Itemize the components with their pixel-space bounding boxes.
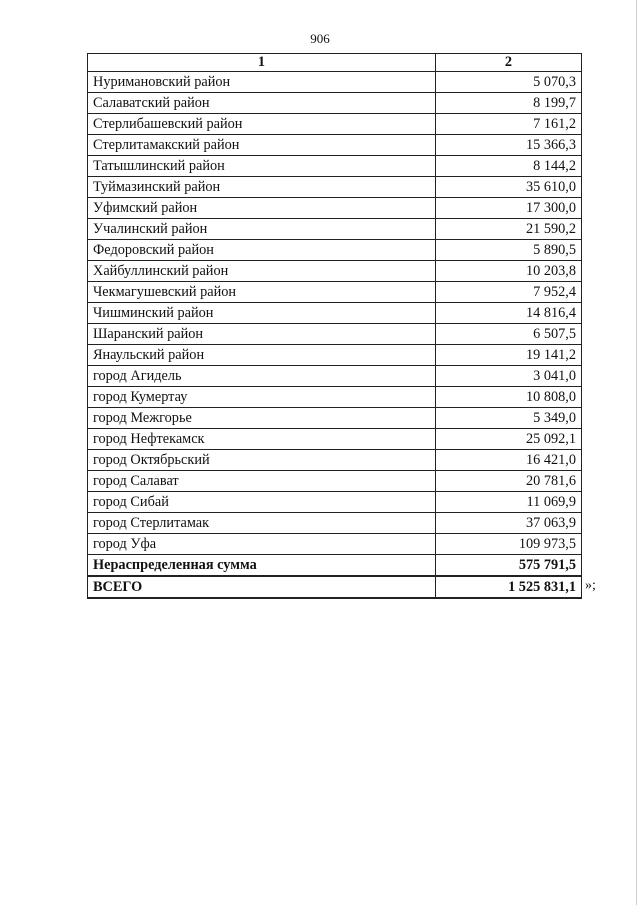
- closing-quote-mark: »;: [585, 578, 596, 593]
- amount-cell: 5 890,5: [436, 240, 582, 261]
- table-row: [88, 303, 582, 324]
- region-name-cell: город Сибай: [88, 492, 436, 513]
- amount-cell: 3 041,0: [436, 366, 582, 387]
- table-row: [88, 429, 582, 450]
- table-row: [88, 219, 582, 240]
- table-row: [88, 156, 582, 177]
- region-name-cell: город Межгорье: [88, 408, 436, 429]
- distribution-table-container: [87, 53, 581, 599]
- amount-cell: 20 781,6: [436, 471, 582, 492]
- amount-cell: 8 144,2: [436, 156, 582, 177]
- table-row: [88, 492, 582, 513]
- region-name-cell: Чекмагушевский район: [88, 282, 436, 303]
- region-name-cell: Учалинский район: [88, 219, 436, 240]
- amount-cell: 109 973,5: [436, 534, 582, 555]
- table-row: [88, 72, 582, 93]
- table-row: [88, 513, 582, 534]
- table-row: [88, 387, 582, 408]
- amount-cell: 7 952,4: [436, 282, 582, 303]
- table-row: [88, 198, 582, 219]
- column-header-1: 1: [88, 54, 436, 72]
- table-row: [88, 408, 582, 429]
- table-row: [88, 450, 582, 471]
- distribution-table: [87, 53, 582, 599]
- region-name-cell: Янаульский район: [88, 345, 436, 366]
- region-name-cell: Чишминский район: [88, 303, 436, 324]
- amount-cell: 25 092,1: [436, 429, 582, 450]
- amount-cell: 17 300,0: [436, 198, 582, 219]
- total-row-label: ВСЕГО: [88, 576, 436, 598]
- table-body: [88, 72, 582, 599]
- region-name-cell: Федоровский район: [88, 240, 436, 261]
- region-name-cell: Туймазинский район: [88, 177, 436, 198]
- page-edge-line: [636, 0, 637, 905]
- table-row: [88, 93, 582, 114]
- amount-cell: 10 203,8: [436, 261, 582, 282]
- region-name-cell: Стерлитамакский район: [88, 135, 436, 156]
- region-name-cell: город Нефтекамск: [88, 429, 436, 450]
- table-row: [88, 534, 582, 555]
- region-name-cell: город Октябрьский: [88, 450, 436, 471]
- table-row: [88, 177, 582, 198]
- total-row: [88, 576, 582, 598]
- undistributed-row-amount: 575 791,5: [436, 555, 582, 577]
- amount-cell: 5 349,0: [436, 408, 582, 429]
- table-row: [88, 345, 582, 366]
- amount-cell: 19 141,2: [436, 345, 582, 366]
- table-row: [88, 471, 582, 492]
- table-row: [88, 366, 582, 387]
- amount-cell: 21 590,2: [436, 219, 582, 240]
- region-name-cell: Хайбуллинский район: [88, 261, 436, 282]
- page-number: 906: [310, 31, 330, 46]
- region-name-cell: Салаватский район: [88, 93, 436, 114]
- column-header-2: 2: [436, 54, 582, 72]
- undistributed-row: [88, 555, 582, 577]
- region-name-cell: город Агидель: [88, 366, 436, 387]
- region-name-cell: Стерлибашевский район: [88, 114, 436, 135]
- table-row: [88, 135, 582, 156]
- amount-cell: 14 816,4: [436, 303, 582, 324]
- amount-cell: 7 161,2: [436, 114, 582, 135]
- amount-cell: 10 808,0: [436, 387, 582, 408]
- table-row: [88, 240, 582, 261]
- amount-cell: 37 063,9: [436, 513, 582, 534]
- region-name-cell: город Салават: [88, 471, 436, 492]
- region-name-cell: Нуримановский район: [88, 72, 436, 93]
- amount-cell: 16 421,0: [436, 450, 582, 471]
- table-row: [88, 282, 582, 303]
- table-header-row: [88, 54, 582, 72]
- amount-cell: 6 507,5: [436, 324, 582, 345]
- undistributed-row-label: Нераспределенная сумма: [88, 555, 436, 577]
- table-row: [88, 114, 582, 135]
- region-name-cell: город Кумертау: [88, 387, 436, 408]
- region-name-cell: Шаранский район: [88, 324, 436, 345]
- region-name-cell: город Стерлитамак: [88, 513, 436, 534]
- amount-cell: 8 199,7: [436, 93, 582, 114]
- table-row: [88, 324, 582, 345]
- amount-cell: 15 366,3: [436, 135, 582, 156]
- total-row-amount: 1 525 831,1: [436, 576, 582, 598]
- amount-cell: 11 069,9: [436, 492, 582, 513]
- table-row: [88, 261, 582, 282]
- amount-cell: 5 070,3: [436, 72, 582, 93]
- amount-cell: 35 610,0: [436, 177, 582, 198]
- region-name-cell: Татышлинский район: [88, 156, 436, 177]
- region-name-cell: город Уфа: [88, 534, 436, 555]
- region-name-cell: Уфимский район: [88, 198, 436, 219]
